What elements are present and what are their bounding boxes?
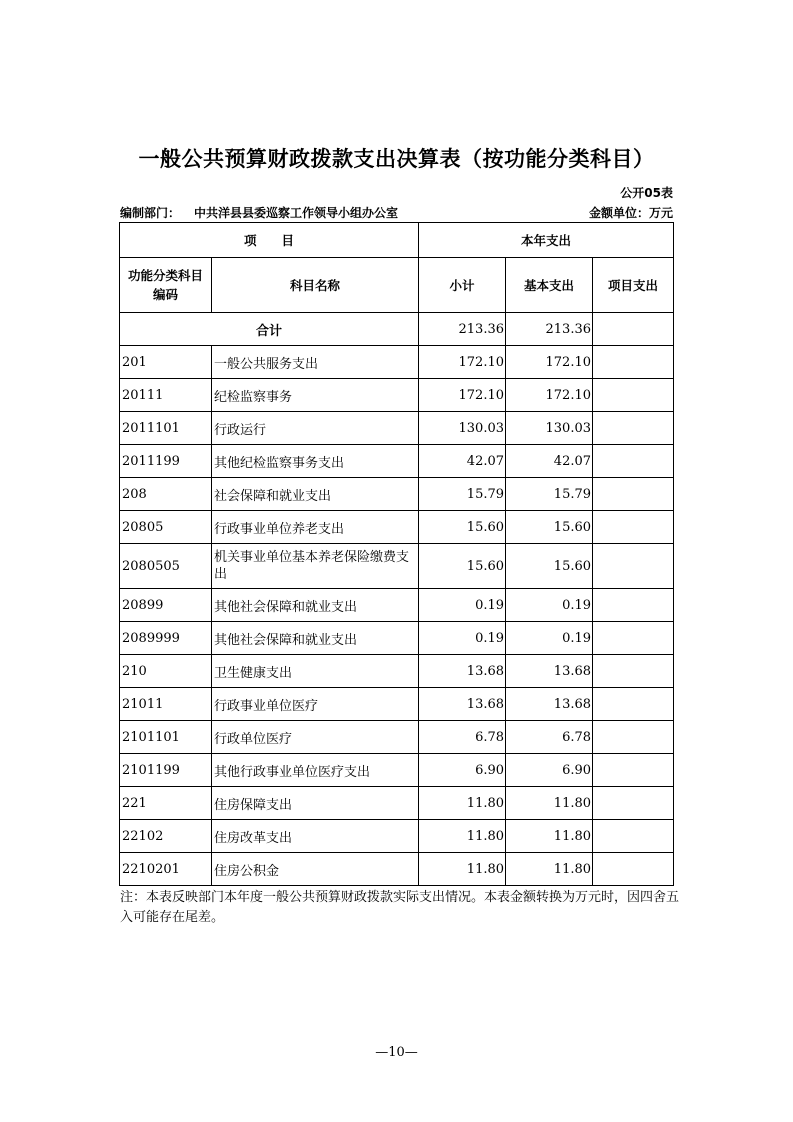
row-project bbox=[593, 622, 674, 655]
page-number: —10— bbox=[375, 1045, 418, 1060]
row-basic: 6.90 bbox=[506, 754, 593, 787]
row-subtotal: 13.68 bbox=[419, 655, 506, 688]
row-subtotal: 15.60 bbox=[419, 511, 506, 544]
header-code-line2: 编码 bbox=[152, 287, 178, 302]
row-basic: 42.07 bbox=[506, 445, 593, 478]
row-name: 其他行政事业单位医疗支出 bbox=[212, 754, 419, 787]
row-project bbox=[593, 478, 674, 511]
table-row bbox=[120, 379, 674, 412]
row-subtotal: 11.80 bbox=[419, 853, 506, 886]
row-subtotal: 172.10 bbox=[419, 379, 506, 412]
prepared-by bbox=[120, 204, 412, 221]
row-code: 201 bbox=[120, 346, 212, 379]
row-code: 2101101 bbox=[120, 721, 212, 754]
header-project: 项目支出 bbox=[593, 258, 674, 313]
row-code: 20899 bbox=[120, 589, 212, 622]
table-row bbox=[120, 754, 674, 787]
row-project bbox=[593, 346, 674, 379]
row-code: 2089999 bbox=[120, 622, 212, 655]
header-item: 项 目 bbox=[120, 223, 419, 258]
table-row bbox=[120, 589, 674, 622]
row-project bbox=[593, 754, 674, 787]
row-subtotal: 13.68 bbox=[419, 688, 506, 721]
row-basic: 172.10 bbox=[506, 379, 593, 412]
page-title: 一般公共预算财政拨款支出决算表（按功能分类科目） bbox=[138, 147, 655, 171]
row-name: 其他社会保障和就业支出 bbox=[212, 622, 419, 655]
row-name: 住房公积金 bbox=[212, 853, 419, 886]
expenditure-table bbox=[119, 222, 674, 886]
row-basic: 11.80 bbox=[506, 787, 593, 820]
table-code: 公开05表 bbox=[620, 186, 673, 200]
row-project bbox=[593, 511, 674, 544]
row-basic: 13.68 bbox=[506, 688, 593, 721]
row-code: 221 bbox=[120, 787, 212, 820]
row-subtotal: 42.07 bbox=[419, 445, 506, 478]
row-subtotal: 15.79 bbox=[419, 478, 506, 511]
row-code: 208 bbox=[120, 478, 212, 511]
row-project bbox=[593, 721, 674, 754]
header-row-2 bbox=[120, 258, 674, 313]
total-basic: 213.36 bbox=[506, 313, 593, 346]
row-code: 20805 bbox=[120, 511, 212, 544]
row-subtotal: 11.80 bbox=[419, 787, 506, 820]
row-project bbox=[593, 787, 674, 820]
row-subtotal: 11.80 bbox=[419, 820, 506, 853]
row-project bbox=[593, 379, 674, 412]
prepared-by-label: 编制部门： bbox=[120, 206, 181, 220]
row-project bbox=[593, 589, 674, 622]
row-name: 行政事业单位医疗 bbox=[212, 688, 419, 721]
total-label: 合计 bbox=[120, 313, 419, 346]
row-code: 2101199 bbox=[120, 754, 212, 787]
row-basic: 6.78 bbox=[506, 721, 593, 754]
row-name: 住房改革支出 bbox=[212, 820, 419, 853]
row-project bbox=[593, 655, 674, 688]
table-row bbox=[120, 688, 674, 721]
row-name: 卫生健康支出 bbox=[212, 655, 419, 688]
row-subtotal: 130.03 bbox=[419, 412, 506, 445]
row-name: 社会保障和就业支出 bbox=[212, 478, 419, 511]
table-row bbox=[120, 820, 674, 853]
row-project bbox=[593, 820, 674, 853]
row-name: 其他社会保障和就业支出 bbox=[212, 589, 419, 622]
footnote: 注：本表反映部门本年度一般公共预算财政拨款实际支出情况。本表金额转换为万元时，因四舍五入可能存在尾差。 bbox=[120, 890, 680, 925]
table-row bbox=[120, 622, 674, 655]
prepared-by-value: 中共洋县县委巡察工作领导小组办公室 bbox=[194, 206, 399, 220]
row-name: 机关事业单位基本养老保险缴费支出 bbox=[212, 544, 419, 589]
row-basic: 15.79 bbox=[506, 478, 593, 511]
total-subtotal: 213.36 bbox=[419, 313, 506, 346]
row-project bbox=[593, 688, 674, 721]
row-code: 2011101 bbox=[120, 412, 212, 445]
row-project bbox=[593, 853, 674, 886]
row-basic: 15.60 bbox=[506, 544, 593, 589]
table-row bbox=[120, 544, 674, 589]
table-row bbox=[120, 511, 674, 544]
row-name: 行政运行 bbox=[212, 412, 419, 445]
row-name: 纪检监察事务 bbox=[212, 379, 419, 412]
row-basic: 0.19 bbox=[506, 589, 593, 622]
row-name: 行政事业单位养老支出 bbox=[212, 511, 419, 544]
header-code bbox=[120, 258, 212, 313]
table-row bbox=[120, 787, 674, 820]
row-subtotal: 172.10 bbox=[419, 346, 506, 379]
row-basic: 15.60 bbox=[506, 511, 593, 544]
row-subtotal: 0.19 bbox=[419, 589, 506, 622]
amount-unit: 金额单位：万元 bbox=[588, 206, 673, 220]
row-basic: 11.80 bbox=[506, 853, 593, 886]
header-row-1 bbox=[120, 223, 674, 258]
row-project bbox=[593, 445, 674, 478]
header-subtotal: 小计 bbox=[419, 258, 506, 313]
row-basic: 11.80 bbox=[506, 820, 593, 853]
header-current-year: 本年支出 bbox=[419, 223, 674, 258]
table-row bbox=[120, 721, 674, 754]
row-code: 22102 bbox=[120, 820, 212, 853]
row-subtotal: 0.19 bbox=[419, 622, 506, 655]
header-name: 科目名称 bbox=[212, 258, 419, 313]
table-row bbox=[120, 346, 674, 379]
header-code-line1: 功能分类科目 bbox=[127, 268, 203, 283]
row-project bbox=[593, 412, 674, 445]
total-project bbox=[593, 313, 674, 346]
table-row bbox=[120, 655, 674, 688]
table-row bbox=[120, 853, 674, 886]
row-name: 住房保障支出 bbox=[212, 787, 419, 820]
row-basic: 172.10 bbox=[506, 346, 593, 379]
table-row bbox=[120, 478, 674, 511]
row-basic: 0.19 bbox=[506, 622, 593, 655]
header-basic: 基本支出 bbox=[506, 258, 593, 313]
row-code: 21011 bbox=[120, 688, 212, 721]
row-basic: 13.68 bbox=[506, 655, 593, 688]
row-basic: 130.03 bbox=[506, 412, 593, 445]
row-code: 210 bbox=[120, 655, 212, 688]
row-name: 一般公共服务支出 bbox=[212, 346, 419, 379]
row-project bbox=[593, 544, 674, 589]
table-row bbox=[120, 445, 674, 478]
row-subtotal: 6.78 bbox=[419, 721, 506, 754]
row-code: 2080505 bbox=[120, 544, 212, 589]
meta-row bbox=[120, 204, 673, 222]
table-row bbox=[120, 412, 674, 445]
row-code: 20111 bbox=[120, 379, 212, 412]
row-code: 2011199 bbox=[120, 445, 212, 478]
row-code: 2210201 bbox=[120, 853, 212, 886]
row-name: 行政单位医疗 bbox=[212, 721, 419, 754]
total-row bbox=[120, 313, 674, 346]
row-name: 其他纪检监察事务支出 bbox=[212, 445, 419, 478]
row-subtotal: 6.90 bbox=[419, 754, 506, 787]
row-subtotal: 15.60 bbox=[419, 544, 506, 589]
